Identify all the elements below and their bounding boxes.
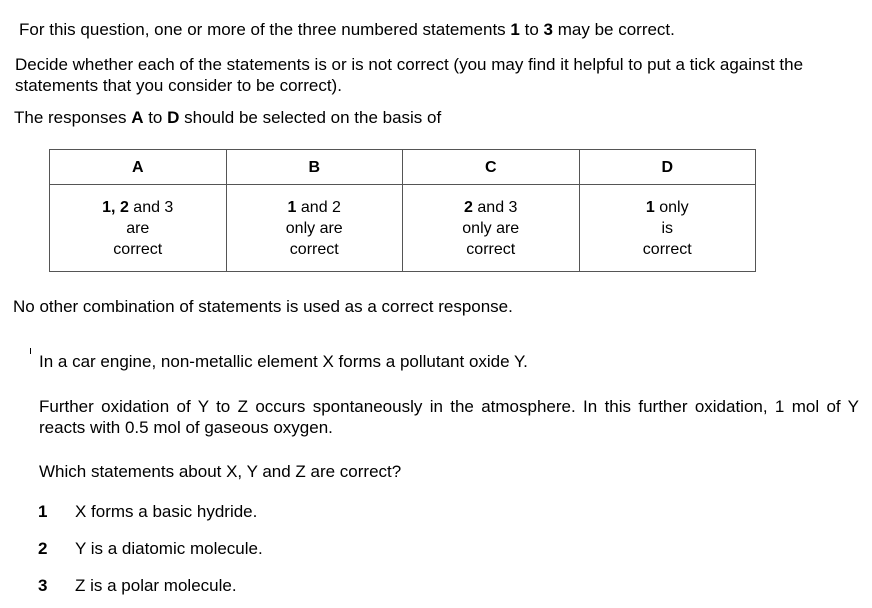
intro-line-3 — [14, 107, 441, 128]
intro-letter-a: A — [131, 108, 144, 127]
intro-number-1: 1 — [510, 20, 520, 39]
question-paragraph-1: In a car engine, non-metallic element X forms a pollutant oxide Y. — [39, 352, 528, 371]
question-paragraph-2: Further oxidation of Y to Z occurs spontaneously in the atmosphere. In this further oxidation, 1 mol of Y reacts with 0.5 mol of gaseous oxygen. — [39, 397, 859, 437]
statement-3-text: Z is a polar molecule. — [75, 576, 237, 595]
intro-number-3: 3 — [543, 20, 553, 39]
response-cell-c-line-2: only are — [462, 219, 520, 237]
response-cell-d — [579, 185, 756, 272]
response-cell-b-bold: 1 — [287, 198, 297, 216]
response-cell-b-line-3: correct — [289, 240, 339, 258]
response-cell-a-line-1 — [50, 197, 226, 218]
response-cell-a-bold: 1, 2 — [102, 198, 129, 216]
intro-letter-d: D — [167, 108, 180, 127]
response-cell-d-bold: 1 — [645, 198, 655, 216]
response-cell-a — [50, 185, 227, 272]
response-cell-b-line-2: only are — [285, 219, 343, 237]
intro-for-this: For this — [19, 20, 76, 39]
responses-header-row — [50, 150, 756, 185]
no-other-combination-note: No other combination of statements is used as a correct response. — [13, 297, 513, 316]
response-cell-c-rest: and 3 — [472, 198, 518, 216]
response-cell-a-line-2: are — [126, 219, 150, 237]
intro-to: to — [524, 20, 539, 39]
margin-mark — [30, 348, 31, 354]
responses-table — [49, 149, 756, 272]
intro-the-responses: The responses — [14, 108, 127, 127]
response-cell-b-rest: and 2 — [296, 198, 341, 216]
response-cell-d-rest: only — [654, 198, 689, 216]
statement-2-text: Y is a diatomic molecule. — [75, 539, 263, 558]
response-cell-c-line-1 — [403, 197, 579, 218]
response-header-c: C — [403, 150, 580, 185]
response-cell-a-line-3: correct — [113, 240, 163, 258]
intro-line-1 — [19, 19, 675, 40]
response-cell-d-line-2: is — [661, 219, 674, 237]
response-cell-b-line-1 — [227, 197, 403, 218]
responses-body-row — [50, 185, 756, 272]
response-cell-b — [226, 185, 403, 272]
response-cell-d-line-3: correct — [642, 240, 692, 258]
response-cell-a-rest: and 3 — [128, 198, 174, 216]
intro-instructions: Decide whether each of the statements is or is not correct (you may find it helpful to put a tick against the statements that you consider to be correct). — [15, 55, 804, 95]
response-header-a: A — [50, 150, 227, 185]
statement-2-number: 2 — [38, 539, 48, 558]
response-cell-d-line-1 — [580, 197, 756, 218]
question-prompt: Which statements about X, Y and Z are correct? — [39, 462, 402, 481]
response-header-d: D — [579, 150, 756, 185]
intro-question-text: question, one or more of the three numbered statements — [80, 20, 506, 39]
intro-basis: should be selected on the basis of — [184, 108, 442, 127]
statement-1-text: X forms a basic hydride. — [75, 502, 258, 521]
response-cell-c — [403, 185, 580, 272]
intro-may-be-correct: may be correct. — [557, 20, 675, 39]
response-cell-c-line-3: correct — [466, 240, 516, 258]
response-cell-c-bold: 2 — [464, 198, 473, 216]
statement-1-number: 1 — [38, 502, 48, 521]
statement-3-number: 3 — [38, 576, 48, 595]
intro-to-2: to — [148, 108, 163, 127]
response-header-b: B — [226, 150, 403, 185]
